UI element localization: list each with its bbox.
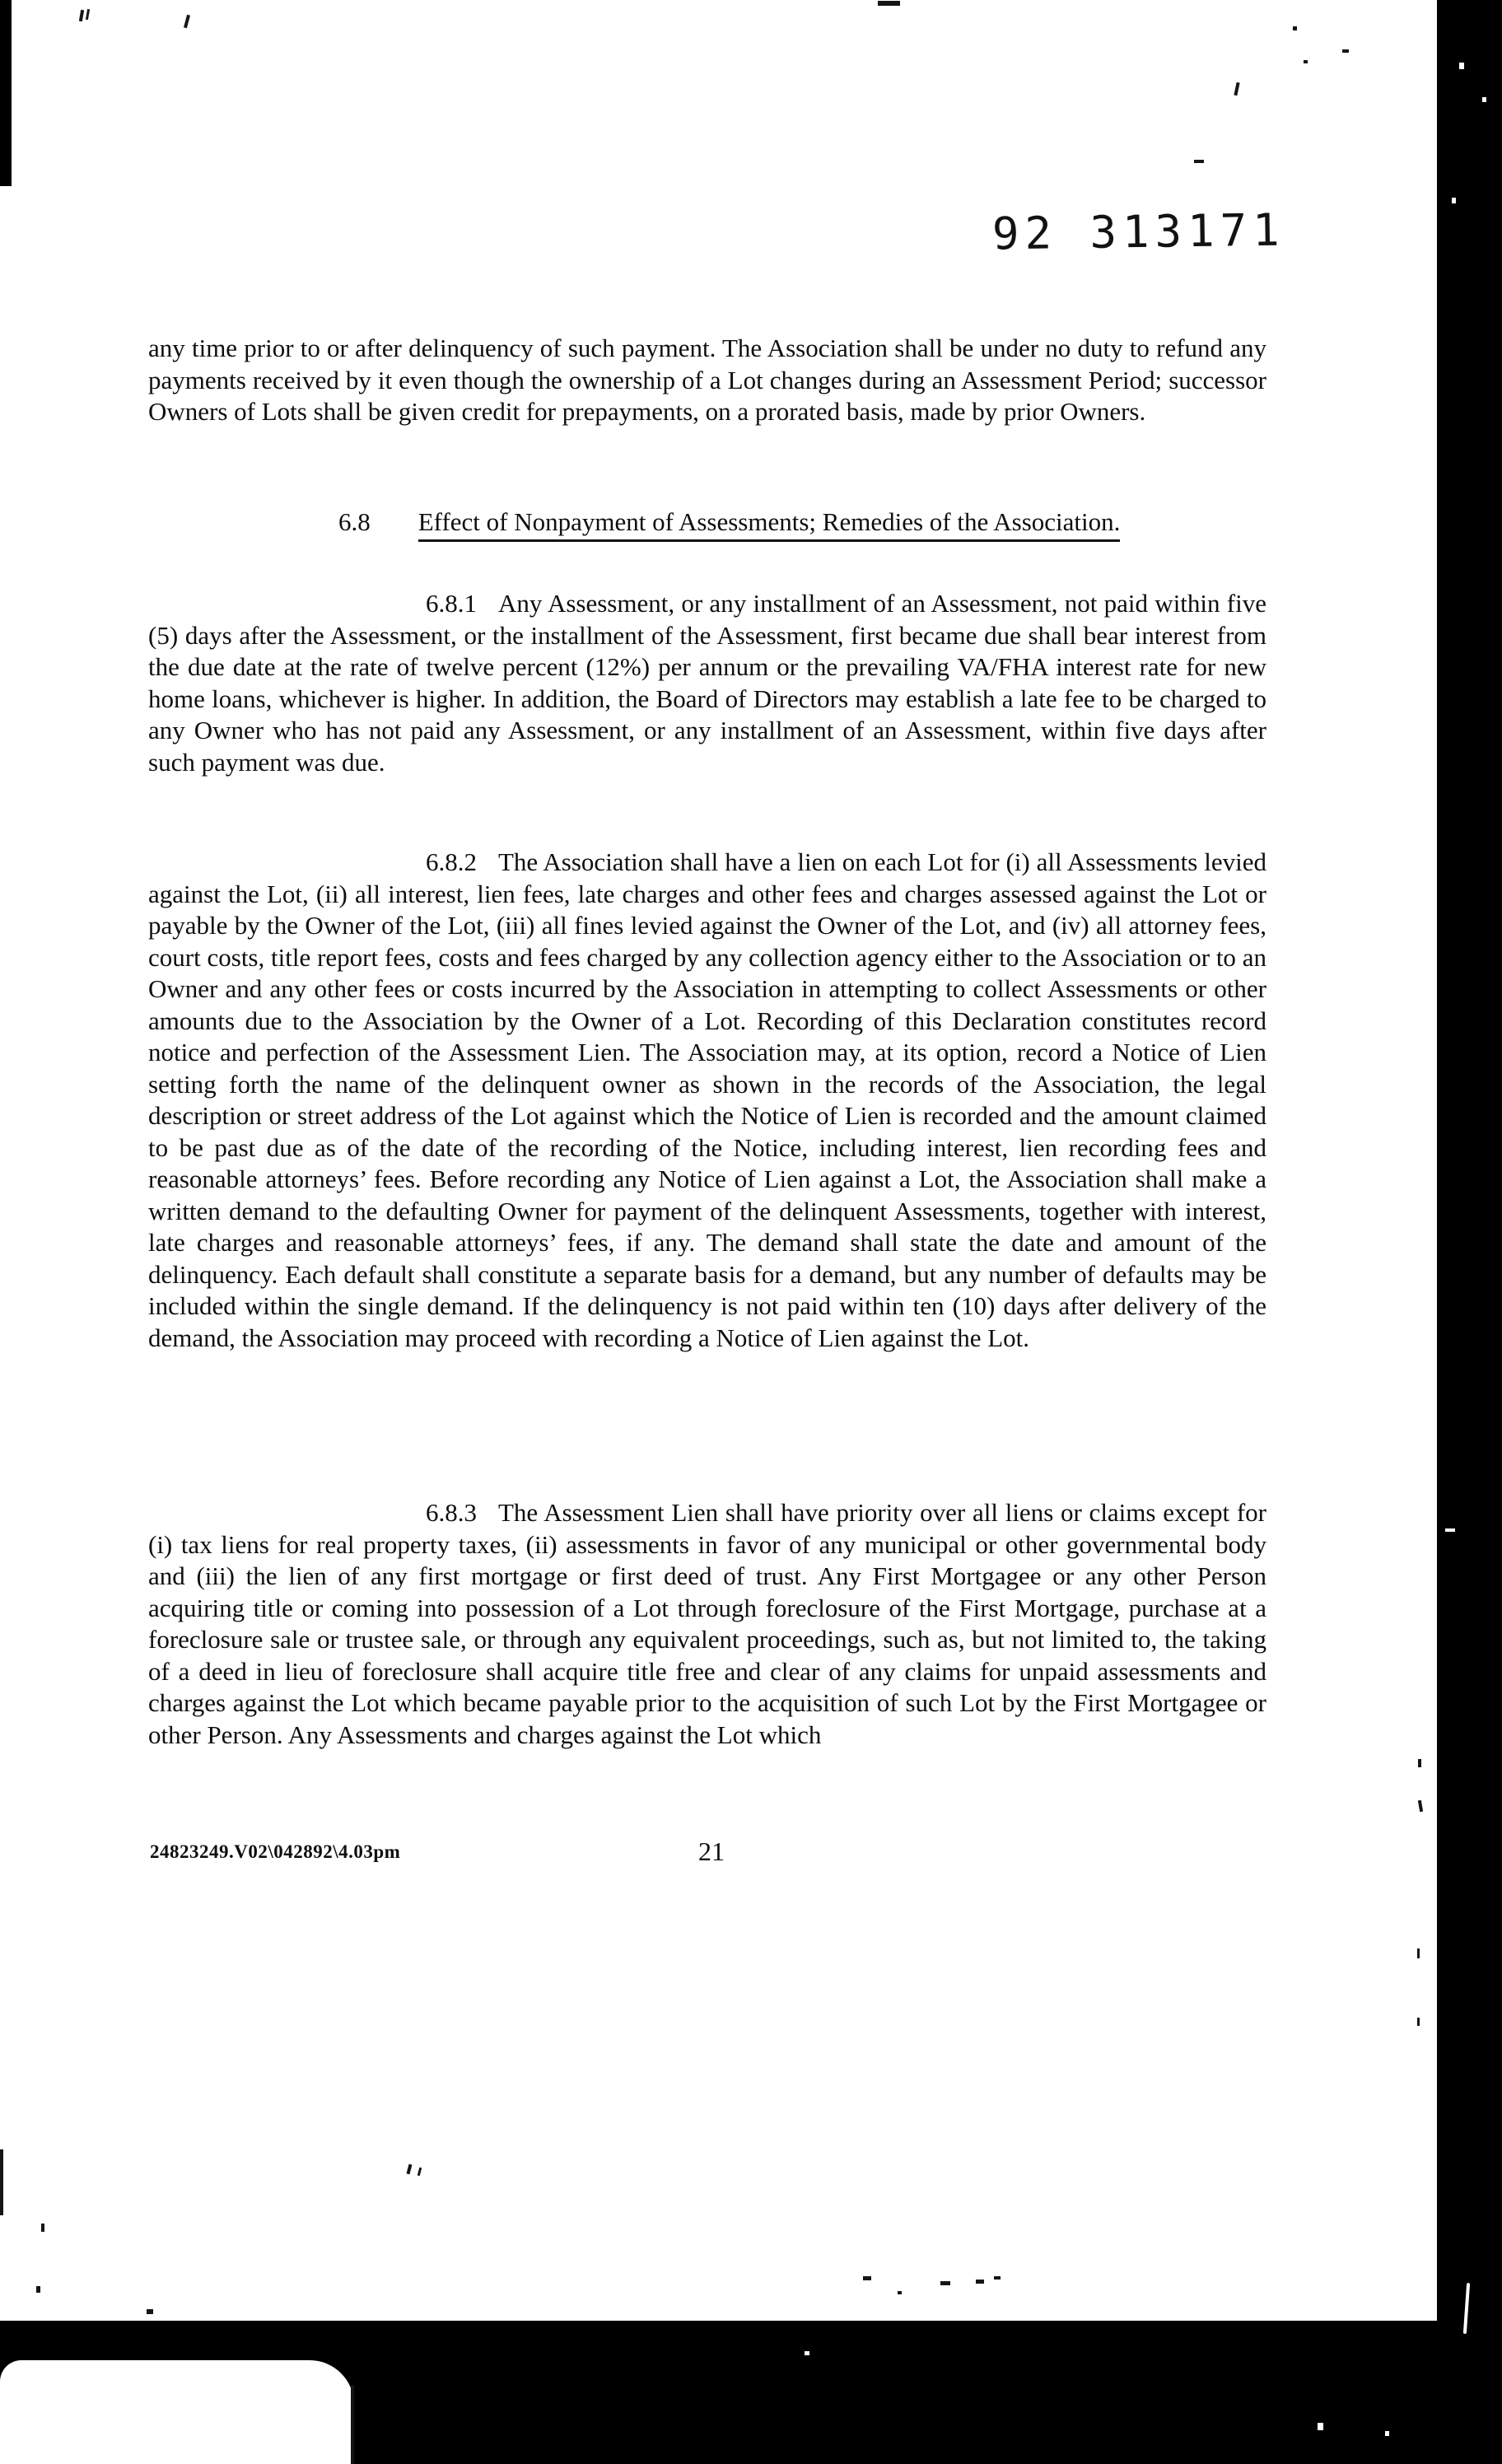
- noise-speck: [407, 2164, 413, 2175]
- noise-speck: [1385, 2431, 1389, 2436]
- intro-paragraph: any time prior to or after delinquency of such payment. The Association shall be under no duty to refund any payments received by it even though the ownership of a Lot changes during an Assessment Period; successor Owners of Lots shall be given credit for prepayments, on a prorated basis, made by prior Owners.: [148, 334, 1266, 426]
- subsection-number: 6.8.3: [426, 1498, 477, 1527]
- noise-speck: [1293, 26, 1297, 30]
- subsection-paragraph-681: [148, 588, 1266, 778]
- noise-speck: [41, 2224, 44, 2232]
- noise-speck: [1318, 2423, 1323, 2430]
- noise-speck: [1445, 1528, 1455, 1532]
- scan-artifact-right-bar: [1437, 0, 1502, 2464]
- subsection-text: The Association shall have a lien on each Lot for (i) all Assessments levied against the Lot, (ii) all interest, lien fees, late charges and other fees and charges assessed against the Lot or payable by the Owner of the Lot, (iii) all fines levied against the Owner of the Lot, and (iv) all attorney fees, court costs, title report fees, costs and fees charged by any collection agency either to the Association or to an Owner and any other fees or costs incurred by the Association in attempting to collect Assessments or other amounts due to the Association by the Owner of a Lot. Recording of this Declaration constitutes record notice and perfection of the Assessment Lien. The Association may, at its option, record a Notice of Lien setting forth the name of the delinquent owner as shown in the records of the Association, the legal description or street address of the Lot against which the Notice of Lien is recorded and the amount claimed to be past due as of the date of the recording of the Notice, including interest, lien recording fees and reasonable attorneys’ fees. Before recording any Notice of Lien against a Lot, the Association shall make a written demand to the defaulting Owner for payment of the delinquent Assessments, together with interest, late charges and reasonable attorneys’ fees, if any. The demand shall state the date and amount of the delinquency. Each default shall constitute a separate basis for a demand, but any number of defaults may be included within the single demand. If the delinquency is not paid within ten (10) days after delivery of the demand, the Association may proceed with recording a Notice of Lien against the Lot.: [148, 847, 1266, 1352]
- noise-speck: [36, 2286, 40, 2293]
- noise-speck: [1304, 60, 1308, 63]
- noise-speck: [976, 2280, 984, 2284]
- section-title: Effect of Nonpayment of Assessments; Remedies of the Association.: [418, 507, 1121, 542]
- noise-speck: [86, 9, 90, 20]
- noise-speck: [1194, 160, 1204, 163]
- noise-speck: [863, 2276, 871, 2280]
- noise-speck: [79, 10, 84, 21]
- noise-speck: [805, 2351, 809, 2355]
- scan-artifact-left-bar: [0, 0, 12, 186]
- noise-speck: [0, 2149, 3, 2215]
- noise-speck: [1342, 49, 1349, 53]
- subsection-text: The Assessment Lien shall have priority over all liens or claims except for (i) tax liens for real property taxes, (ii) assessments in favor of any municipal or other governmental body and (iii) the lien of any first mortgage or first deed of trust. Any First Mortgagee or any other Person acquiring title or coming into possession of a Lot through foreclosure of the First Mortgage, purchase at a foreclosure sale or trustee sale, or through any equivalent proceedings, such as, but not limited to, the taking of a deed in lieu of foreclosure shall acquire title free and clear of any claims for unpaid assessments and charges against the Lot which became payable prior to the acquisition of such Lot by the First Mortgagee or other Person. Any Assessments and charges against the Lot which: [148, 1498, 1266, 1749]
- noise-speck: [1417, 2018, 1420, 2026]
- noise-speck: [1418, 1759, 1421, 1767]
- footer-doc-ref: 24823249.V02\042892\4.03pm: [150, 1841, 401, 1862]
- noise-speck: [417, 2168, 422, 2176]
- noise-speck: [994, 2276, 1001, 2280]
- subsection-number: 6.8.2: [426, 847, 477, 876]
- section-heading: [148, 507, 1457, 537]
- noise-speck: [1459, 63, 1464, 69]
- noise-speck: [1418, 1800, 1423, 1812]
- footer-page-number: 21: [698, 1836, 725, 1866]
- noise-speck: [878, 1, 900, 6]
- noise-speck: [1234, 82, 1239, 96]
- scan-artifact-cutout-edge: [351, 2385, 354, 2464]
- subsection-paragraph-683: [148, 1497, 1266, 1751]
- noise-speck: [1452, 198, 1456, 203]
- recording-number-stamp: 92 313171: [991, 203, 1286, 260]
- subsection-text: Any Assessment, or any installment of an Assessment, not paid within five (5) days after the Assessment, or the installment of the Assessment, first became due shall bear interest from the due date at the rate of twelve percent (12%) per annum or the prevailing VA/FHA interest rate for new home loans, whichever is higher. In addition, the Board of Directors may establish a late fee to be charged to any Owner who has not paid any Assessment, or any installment of an Assessment, within five days after such payment was due.: [148, 589, 1266, 777]
- subsection-number: 6.8.1: [426, 589, 477, 618]
- section-number: 6.8: [338, 507, 371, 536]
- scan-artifact-bottom-cutout: [0, 2360, 354, 2464]
- noise-speck: [1482, 97, 1486, 102]
- noise-speck: [940, 2281, 950, 2285]
- noise-speck: [898, 2291, 902, 2294]
- noise-speck: [1417, 1948, 1420, 1958]
- noise-speck: [147, 2309, 153, 2314]
- noise-speck: [184, 15, 190, 28]
- subsection-paragraph-682: [148, 847, 1266, 1354]
